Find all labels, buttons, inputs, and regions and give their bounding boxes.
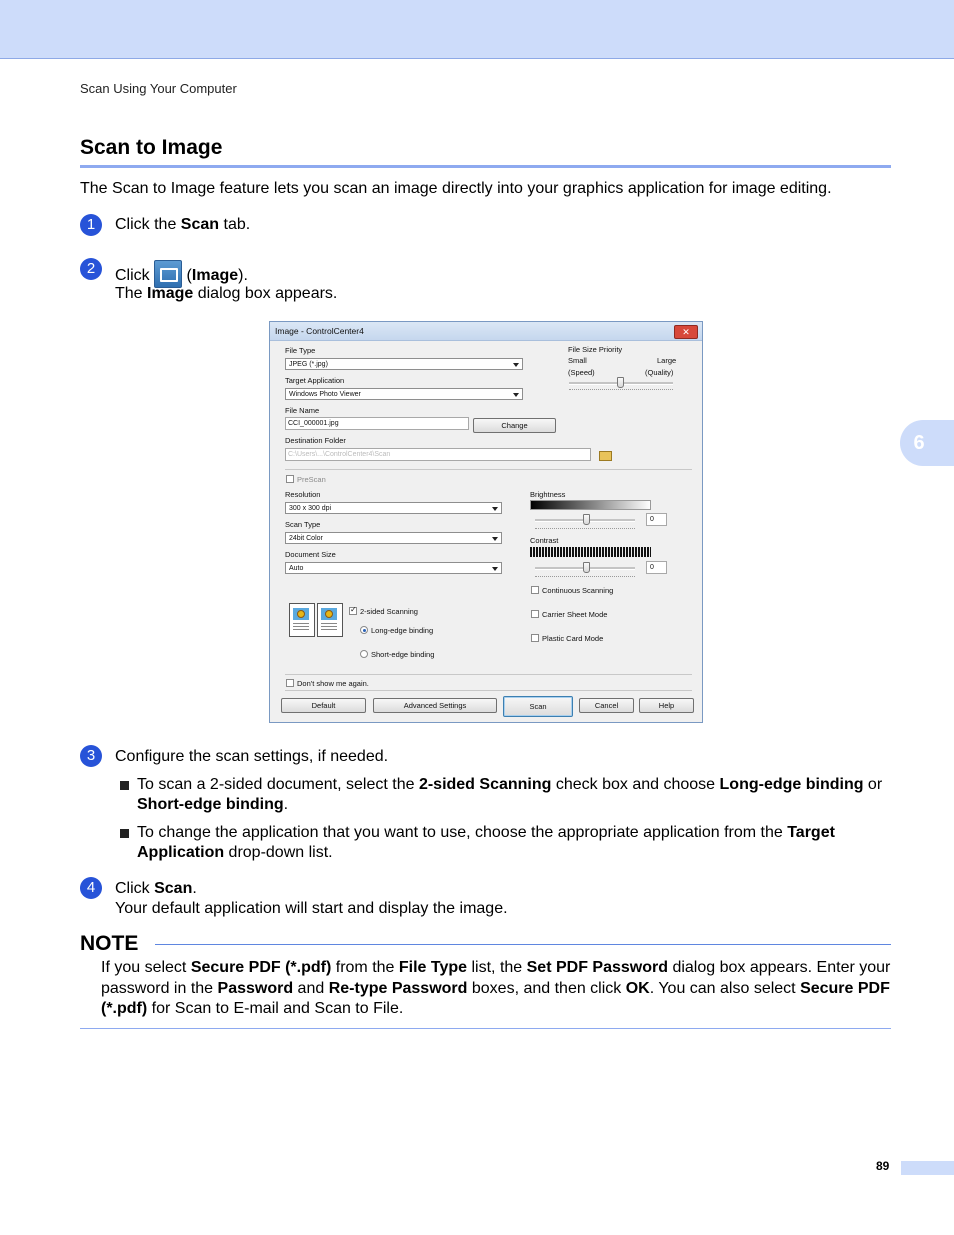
scan-button[interactable]: Scan [503,696,573,717]
header-band [0,0,954,59]
scan-type-label: Scan Type [285,520,321,529]
prescan-label: PreScan [297,475,326,484]
file-name-input[interactable]: CCI_000001.jpg [285,417,469,430]
file-name-label: File Name [285,406,320,415]
page-number: 89 [876,1159,890,1173]
close-button[interactable]: ✕ [674,325,698,339]
page-number-bar [901,1161,954,1175]
dont-show-label: Don't show me again. [297,679,369,688]
step-1-text: Click the Scan tab. [115,216,251,233]
note-rule [155,944,891,945]
title-rule [80,165,891,168]
long-edge-radio[interactable] [360,626,368,634]
file-type-select[interactable]: JPEG (*.jpg) [285,358,523,370]
contrast-thumb[interactable] [583,562,590,573]
plastic-label: Plastic Card Mode [542,634,604,643]
dest-folder-input[interactable]: C:\Users\...\ControlCenter4\Scan [285,448,591,461]
step-2-line2: The Image dialog box appears. [115,285,338,302]
image-dialog [269,321,703,723]
carrier-label: Carrier Sheet Mode [542,610,608,619]
resolution-label: Resolution [285,490,321,499]
separator [285,690,692,691]
step-4-text: Click Scan. [115,880,197,897]
bullet-square [120,781,129,790]
contrast-label: Contrast [530,536,559,545]
step-4-badge: 4 [80,877,102,899]
chapter-tab: 6 [900,420,954,466]
two-sided-checkbox[interactable] [349,607,357,615]
scan-type-select[interactable]: 24bit Color [285,532,502,544]
small-label: Small [568,356,587,365]
two-sided-label: 2-sided Scanning [360,607,418,616]
brightness-label: Brightness [530,490,566,499]
cancel-button[interactable]: Cancel [579,698,634,713]
section-title: Scan to Image [80,136,223,159]
brightness-ticks [535,525,635,529]
continuous-checkbox[interactable] [531,586,539,594]
continuous-label: Continuous Scanning [542,586,614,595]
dont-show-checkbox[interactable] [286,679,294,687]
bullet-item-1: To scan a 2-sided document, select the 2-sided Scanning check box and choose Long-edge binding or Short-edge binding. [120,775,890,815]
note-heading: NOTE [80,932,139,955]
contrast-stripes [530,547,651,557]
contrast-value[interactable]: 0 [646,561,667,574]
brightness-value[interactable]: 0 [646,513,667,526]
running-header: Scan Using Your Computer [80,81,237,96]
step-3-text: Configure the scan settings, if needed. [115,748,389,765]
separator [285,674,692,675]
folder-icon[interactable] [599,451,612,461]
intro-paragraph: The Scan to Image feature lets you scan an image directly into your graphics application for image editing. [80,180,832,197]
brightness-thumb[interactable] [583,514,590,525]
two-sided-illustration [289,603,345,637]
brightness-gradient [530,500,651,510]
short-edge-radio[interactable] [360,650,368,658]
file-type-label: File Type [285,346,316,355]
size-priority-label: File Size Priority [568,345,623,354]
default-button[interactable]: Default [281,698,366,713]
speed-label: (Speed) [568,368,595,377]
size-priority-ticks [569,386,673,390]
separator [285,469,692,470]
target-app-label: Target Application [285,376,345,385]
doc-size-select[interactable]: Auto [285,562,502,574]
bullet-item-2: To change the application that you want to use, choose the appropriate application from the Target Application drop-down list. [120,823,890,863]
help-button[interactable]: Help [639,698,694,713]
step-1-badge: 1 [80,214,102,236]
bullet-square [120,829,129,838]
short-edge-label: Short-edge binding [371,650,435,659]
doc-size-label: Document Size [285,550,336,559]
quality-label: (Quality) [645,368,674,377]
contrast-ticks [535,573,635,577]
plastic-checkbox[interactable] [531,634,539,642]
carrier-checkbox[interactable] [531,610,539,618]
note-text: If you select Secure PDF (*.pdf) from the File Type list, the Set PDF Password dialog box appears. Enter your password in the Password and Re-type Password boxes, and then click OK. You can also select Secure PDF (*.pdf) for Scan to E-mail and Scan to File. [101,959,891,1017]
step-2-text: Click (Image). [115,260,248,288]
note-end-rule [80,1028,891,1029]
long-edge-label: Long-edge binding [371,626,434,635]
resolution-select[interactable]: 300 x 300 dpi [285,502,502,514]
dialog-title-bar: Image - ControlCenter4 ✕ [270,322,702,341]
dest-folder-label: Destination Folder [285,436,346,445]
large-label: Large [657,356,677,365]
step-2-badge: 2 [80,258,102,280]
advanced-settings-button[interactable]: Advanced Settings [373,698,497,713]
step-3-badge: 3 [80,745,102,767]
prescan-checkbox[interactable] [286,475,294,483]
step-4-line2: Your default application will start and display the image. [115,900,508,917]
change-button[interactable]: Change [473,418,556,433]
target-app-select[interactable]: Windows Photo Viewer [285,388,523,400]
